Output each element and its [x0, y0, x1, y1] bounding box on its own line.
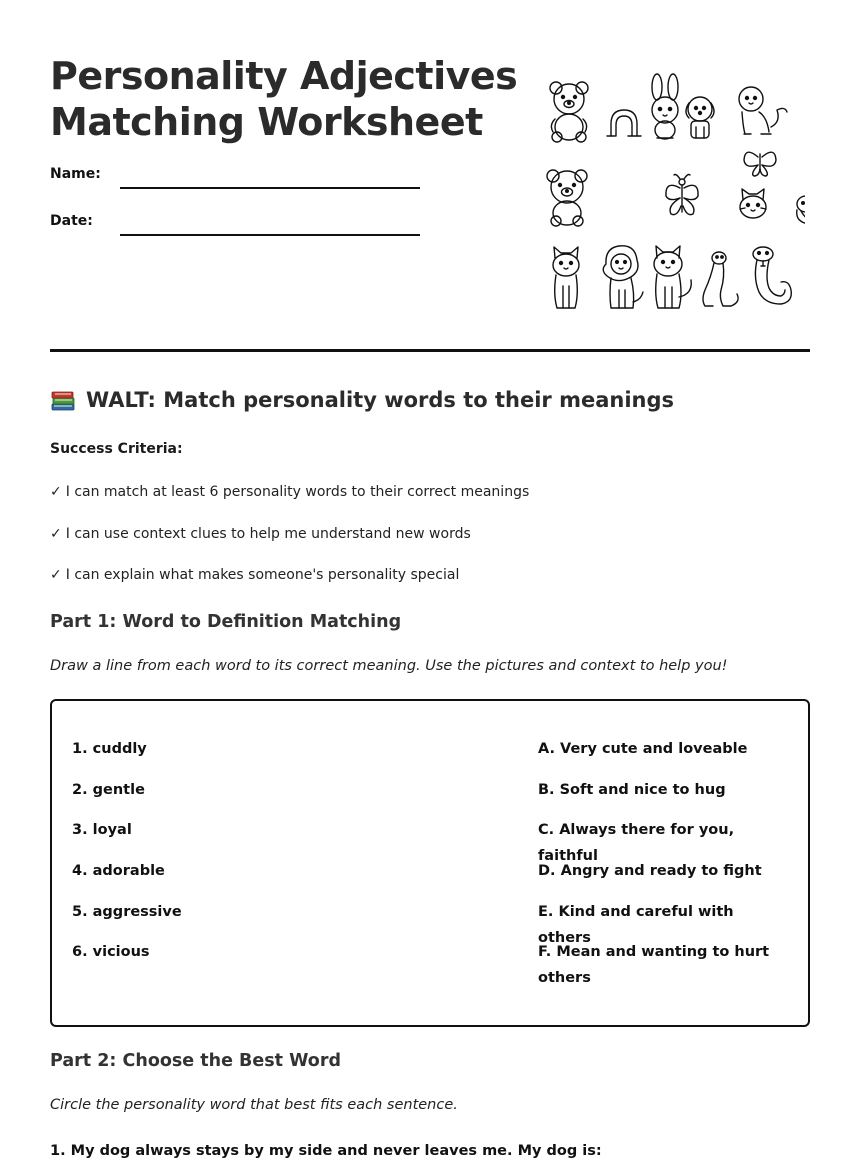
- match-definition[interactable]: C. Always there for you, faithful: [538, 822, 735, 864]
- cat-icon: [553, 247, 579, 308]
- check-icon: ✓: [50, 484, 62, 500]
- teddy-bear-icon: [550, 82, 588, 142]
- match-definition[interactable]: E. Kind and careful with others: [538, 904, 734, 946]
- criterion-item: [50, 567, 459, 583]
- match-definition[interactable]: F. Mean and wanting to hurt others: [538, 944, 770, 986]
- name-label: Name:: [50, 166, 101, 182]
- seal-icon: [797, 196, 805, 224]
- cat-icon: [654, 246, 691, 308]
- cat-face-icon: [740, 189, 766, 218]
- rainbow-icon: [607, 110, 641, 136]
- date-label: Date:: [50, 213, 93, 229]
- header-divider: [50, 349, 810, 352]
- matching-box: [50, 699, 810, 1027]
- bunny-icon: [652, 74, 678, 139]
- part1-instruction: Draw a line from each word to its correct meaning. Use the pictures and context to help you!: [50, 658, 728, 674]
- lion-icon: [603, 246, 643, 308]
- match-word[interactable]: 3. loyal: [72, 822, 132, 838]
- match-definition[interactable]: A. Very cute and loveable: [538, 741, 748, 757]
- criterion-text: I can match at least 6 personality words to their correct meanings: [65, 484, 530, 500]
- walt-heading-text: WALT: Match personality words to their meanings: [86, 388, 675, 412]
- books-icon: [50, 388, 76, 412]
- match-word[interactable]: 5. aggressive: [72, 904, 182, 920]
- success-criteria-label: Success Criteria:: [50, 441, 183, 457]
- ferret-icon: [703, 252, 738, 306]
- title-line-1: Personality Adjectives: [50, 54, 518, 98]
- title-line-2: Matching Worksheet: [50, 100, 483, 144]
- name-line: [120, 187, 420, 189]
- match-word[interactable]: 2. gentle: [72, 782, 145, 798]
- match-word[interactable]: 6. vicious: [72, 944, 150, 960]
- part2-instruction: Circle the personality word that best fits each sentence.: [50, 1097, 458, 1113]
- question-1: 1. My dog always stays by my side and never leaves me. My dog is:: [50, 1143, 602, 1159]
- puppy-icon: [686, 97, 714, 138]
- butterfly-icon: [666, 175, 698, 215]
- criterion-text: I can use context clues to help me understand new words: [65, 526, 471, 542]
- snake-icon: [753, 247, 791, 304]
- match-word[interactable]: 4. adorable: [72, 863, 165, 879]
- animal-illustrations: [545, 72, 805, 317]
- match-definition[interactable]: D. Angry and ready to fight: [538, 863, 762, 879]
- worksheet-title: [50, 53, 517, 145]
- walt-heading: [50, 388, 674, 412]
- check-icon: ✓: [50, 526, 62, 542]
- check-icon: ✓: [50, 567, 62, 583]
- criterion-text: I can explain what makes someone's personality special: [65, 567, 460, 583]
- match-word[interactable]: 1. cuddly: [72, 741, 147, 757]
- criterion-item: [50, 484, 529, 500]
- date-line: [120, 234, 420, 236]
- criterion-item: [50, 526, 471, 542]
- butterfly-icon: [744, 152, 776, 176]
- lion-cub-icon: [739, 87, 787, 134]
- part1-heading: Part 1: Word to Definition Matching: [50, 612, 402, 632]
- teddy-bear-icon: [547, 170, 587, 226]
- match-definition[interactable]: B. Soft and nice to hug: [538, 782, 726, 798]
- part2-heading: Part 2: Choose the Best Word: [50, 1051, 341, 1071]
